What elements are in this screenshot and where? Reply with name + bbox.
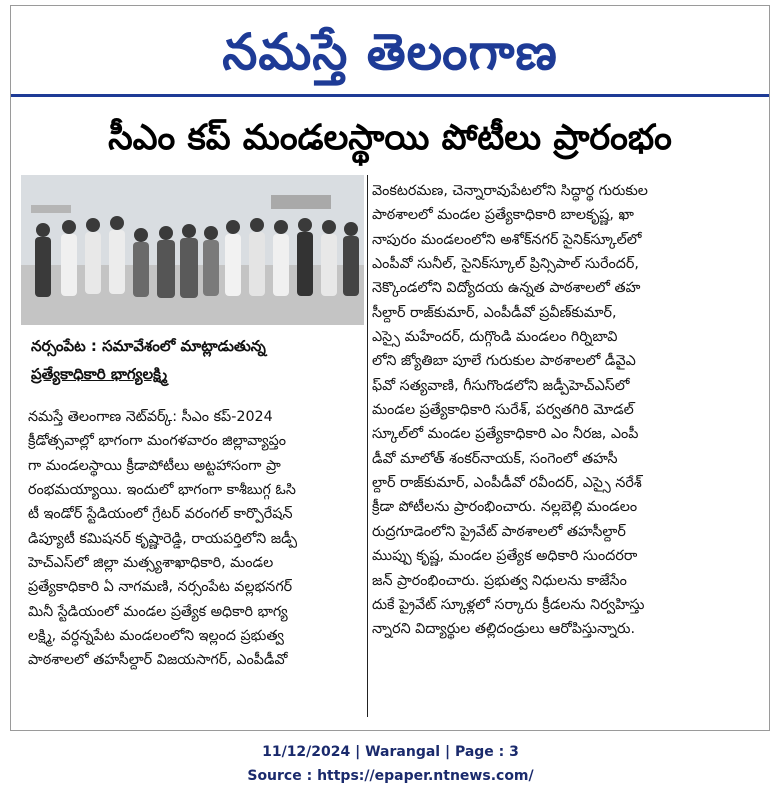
article-line: నెక్కొండలోని విద్యోదయ ఉన్నత పాఠశాలలో తహ	[372, 280, 641, 297]
article-line: డీవో మాలోత్ శంకర్‌నాయక్, సంగెంలో తహసీ	[372, 450, 618, 467]
article-line: మండల ప్రత్యేకాధికారి సురేశ్, పర్వతగిరి మోడల్	[372, 402, 634, 419]
article-line: ప్రత్యేకాధికారి ఏ నాగమణి, నర్సంపేట వల్లభనగర్	[28, 579, 293, 596]
article-right-column	[372, 179, 748, 642]
article-line: రంభమయ్యాయి. ఇందులో భాగంగా కాశీబుగ్గ ఓసి	[28, 482, 296, 499]
article-line: లోని జ్యోతిబా పూలే గురుకుల పాఠశాలలో డీవైఎ	[372, 353, 636, 370]
article-line: క్రీడోత్సవాల్లో భాగంగా మంగళవారం జిల్లావ్యాప్తం	[28, 433, 287, 450]
article-line: ఫ్‌వో సత్యవాణి, గీసుగొండలోని జడ్పీహెచ్‌ఎస్‌లో	[372, 377, 630, 394]
article-line: లక్ష్మి, వర్ధన్నపేట మండలంలోని ఇల్లంద ప్రభుత్వ	[28, 628, 284, 645]
newspaper-masthead: నమస్తే తెలంగాణ	[222, 23, 558, 81]
article-line: పాఠశాలలో తహసీల్దార్ విజయసాగర్, ఎంపీడీవో	[28, 652, 288, 669]
article-line: డిప్యూటీ కమిషనర్ కృష్ణారెడ్డి, రాయపర్తిలోని జడ్పీ	[28, 530, 298, 547]
article-line: ఎంపీవో సునీల్, సైనిక్‌స్కూల్ ప్రిన్సిపాల్ సురేందర్,	[372, 256, 639, 273]
article-line: పాఠశాలలో మండల ప్రత్యేకాధికారి బాలకృష్ణ, ఖా	[372, 207, 634, 224]
article-line: ఎస్సై మహేందర్, దుగ్గొండి మండలం గిర్నిబావి	[372, 329, 618, 346]
article-line: దుకే ప్రైవేట్ స్కూళ్లలో సర్కారు క్రీడలను నిర్వహిస్తు	[372, 596, 645, 613]
article-line: నమస్తే తెలంగాణ నెట్‌వర్క్: సీఎం కప్-2024	[28, 409, 273, 425]
article-line: స్కూల్‌లో మండల ప్రత్యేకాధికారి ఎం నీరజ, ఎంపీ	[372, 426, 639, 443]
footer-date-edition: 11/12/2024 | Warangal | Page : 3	[262, 744, 519, 760]
article-line: రుద్రగూడెంలోని ప్రైవేట్ పాఠశాలలో తహసీల్దార్	[372, 523, 626, 540]
event-photo-image	[21, 175, 364, 325]
article-left-column	[28, 405, 366, 673]
clipping-footer	[0, 740, 781, 788]
article-line: ల్దార్ రాజ్‌కుమార్, ఎంపీడీవో రవీందర్, ఎస్సై నరేశ్	[372, 475, 642, 492]
event-photo	[21, 175, 364, 325]
footer-source: Source : https://epaper.ntnews.com/	[247, 768, 534, 784]
caption-line-1: నర్సంపేట : సమావేశంలో మాట్లాడుతున్న	[31, 337, 266, 355]
article-line: క్రీడా పోటీలను ప్రారంభించారు. నల్లబెల్లి మండలం	[372, 499, 638, 516]
article-line: హెచ్‌ఎస్‌లో జిల్లా మత్స్యశాఖాధికారి, మండల	[28, 555, 274, 572]
article-line: టీ ఇండోర్ స్టేడియంలో గ్రేటర్ వరంగల్ కార్పొరేషన్	[28, 506, 293, 523]
caption-line-2: ప్రత్యేకాధికారి భాగ్యలక్ష్మి	[31, 365, 168, 383]
column-divider	[367, 175, 368, 717]
article-line: ముప్పు కృష్ణ, మండల ప్రత్యేక అధికారి సుందరరా	[372, 548, 638, 565]
masthead-divider	[11, 94, 769, 97]
photo-caption	[21, 332, 364, 396]
article-line: న్నారని విద్యార్థుల తల్లిదండ్రులు ఆరోపిస్తున్నారు.	[372, 621, 636, 638]
article-line: వెంకటరమణ, చెన్నారావుపేటలోని సిద్ధార్థ గురుకుల	[372, 183, 648, 199]
article-headline: సీఎం కప్ మండలస్థాయి పోటీలు ప్రారంభం	[108, 118, 672, 158]
article-line: సీల్దార్ రాజ్‌కుమార్, ఎంపీడీవో ప్రవీణ్‌కుమార్,	[372, 304, 617, 321]
article-line: నాపురం మండలంలోని అశోక్‌నగర్ సైనిక్‌స్కూల్‌లో	[372, 231, 642, 248]
article-line: జన్ ప్రారంభించారు. ప్రభుత్వ నిధులను కాజేసేం	[372, 572, 627, 589]
article-line: గా మండలస్థాయి క్రీడాపోటీలు అట్టహాసంగా ప్రా	[28, 457, 281, 474]
article-line: మినీ స్టేడియంలో మండల ప్రత్యేక అధికారి భాగ్య	[28, 603, 288, 620]
